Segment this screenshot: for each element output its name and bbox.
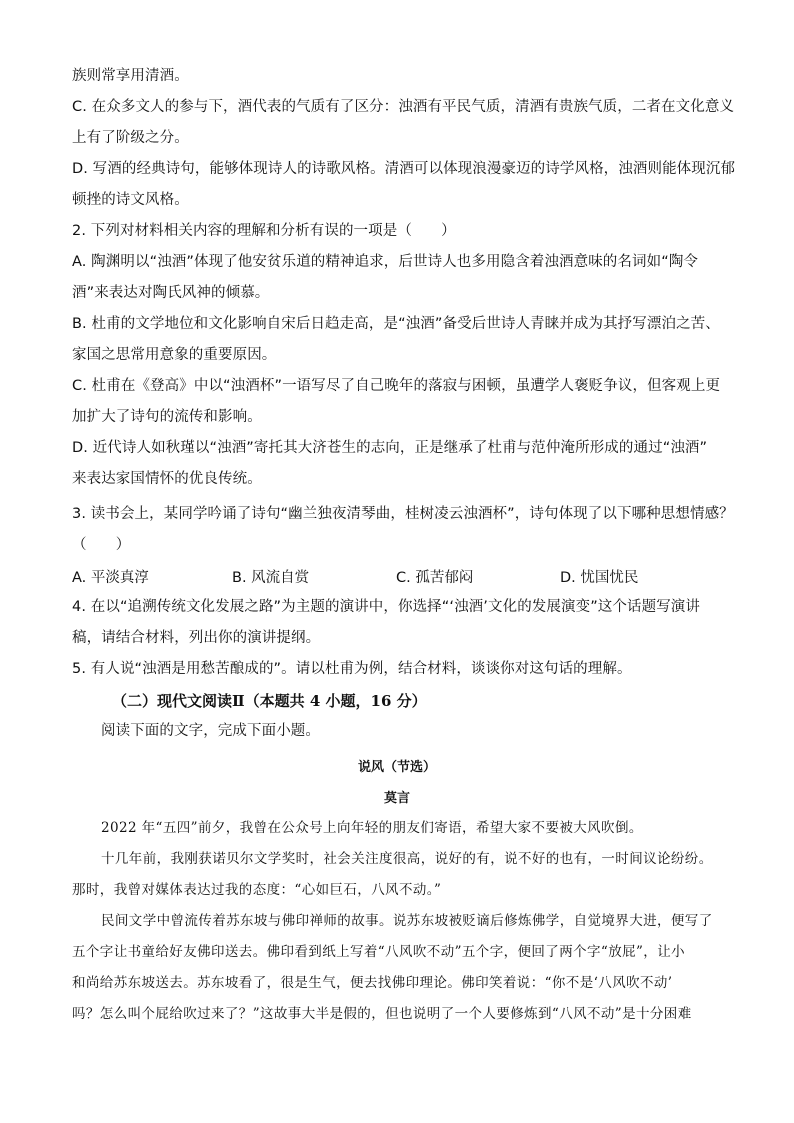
passage-line: 那时，我曾对媒体表达过我的态度：“心如巨石，八风不动。” <box>72 882 442 898</box>
option-d-line: D. 写酒的经典诗句，能够体现诗人的诗歌风格。清酒可以体现浪漫豪迈的诗学风格，浊酒则能体现沉郁 <box>72 161 736 177</box>
text-line: 酒”来表达对陶氏风神的倾慕。 <box>72 285 270 301</box>
passage-paragraph: 2022 年“五四”前夕，我曾在公众号上向年轻的朋友们寄语，希望大家不要被大风吹倒。 <box>101 820 643 836</box>
option-c-line: C. 在众多文人的参与下，酒代表的气质有了区分：浊酒有平民气质，清酒有贵族气质，二者在文化意义 <box>72 99 735 115</box>
text-line: 来表达家国情怀的优良传统。 <box>72 471 262 487</box>
passage-line: 和尚给苏东坡送去。苏东坡看了，很是生气，便去找佛印理论。佛印笑着说：“你不是‘八风吹不动’ <box>72 975 673 991</box>
passage-title: 说风（节选） <box>357 760 436 775</box>
question-3-blank: （ ） <box>72 537 131 553</box>
passage-author: 莫言 <box>383 791 410 806</box>
passage-paragraph: 民间文学中曾流传着苏东坡与佛印禅师的故事。说苏东坡被贬谪后修炼佛学，自觉境界大进，便写了 <box>101 913 713 929</box>
option-c-line: C. 杜甫在《登高》中以“浊酒杯”一语写尽了自己晚年的落寂与困顿，虽遭学人褒贬争议，但客观上更 <box>72 378 721 394</box>
section-heading: （二）现代文阅读Ⅱ（本题共 4 小题，16 分） <box>112 692 427 710</box>
option-a-line: A. 陶渊明以“浊酒”体现了他安贫乐道的精神追求，后世诗人也多用隐含着浊酒意味的名词如“陶令 <box>72 254 699 270</box>
text-line: 顿挫的诗文风格。 <box>72 192 189 208</box>
passage-paragraph: 十几年前，我刚获诺贝尔文学奖时，社会关注度很高，说好的有，说不好的也有，一时间议论纷纷。 <box>101 851 713 867</box>
option-b: B. 风流自赏 <box>232 570 310 586</box>
text-line: 家国之思常用意象的重要原因。 <box>72 347 277 363</box>
option-a: A. 平淡真淳 <box>72 570 149 586</box>
text-line: 稿，请结合材料，列出你的演讲提纲。 <box>72 630 321 646</box>
question-3: 3. 读书会上，某同学吟诵了诗句“幽兰独夜清琴曲，桂树凌云浊酒杯”，诗句体现了以下哪种思想情感？ <box>72 506 734 522</box>
text-line: 上有了阶级之分。 <box>72 130 189 146</box>
question-3-options <box>72 566 732 586</box>
text-line: 族则常享用清酒。 <box>72 68 189 84</box>
text-line: 加扩大了诗句的流传和影响。 <box>72 409 262 425</box>
question-5: 5. 有人说“浊酒是用愁苦酿成的”。请以杜甫为例，结合材料，谈谈你对这句话的理解。 <box>72 661 632 677</box>
question-2: 2. 下列对材料相关内容的理解和分析有误的一项是（ ） <box>72 223 456 239</box>
option-d-line: D. 近代诗人如秋瑾以“浊酒”寄托其大济苍生的志向，正是继承了杜甫与范仲淹所形成的通过“浊酒” <box>72 440 708 456</box>
passage-line: 吗？怎么叫个屁给吹过来了？”这故事大半是假的，但也说明了一个人要修炼到“八风不动”是十分困难 <box>72 1006 692 1022</box>
reading-instruction: 阅读下面的文字，完成下面小题。 <box>101 723 320 739</box>
option-c: C. 孤苦郁闷 <box>396 570 474 586</box>
passage-line: 五个字让书童给好友佛印送去。佛印看到纸上写着“八风吹不动”五个字，便回了两个字“放屁”，让小 <box>72 944 686 960</box>
option-d: D. 忧国忧民 <box>560 570 639 586</box>
question-4: 4. 在以“追溯传统文化发展之路”为主题的演讲中，你选择“‘浊酒’文化的发展演变”这个话题写演讲 <box>72 599 701 615</box>
option-b-line: B. 杜甫的文学地位和文化影响自宋后日趋走高，是“浊酒”备受后世诗人青睐并成为其抒写漂泊之苦、 <box>72 316 720 332</box>
